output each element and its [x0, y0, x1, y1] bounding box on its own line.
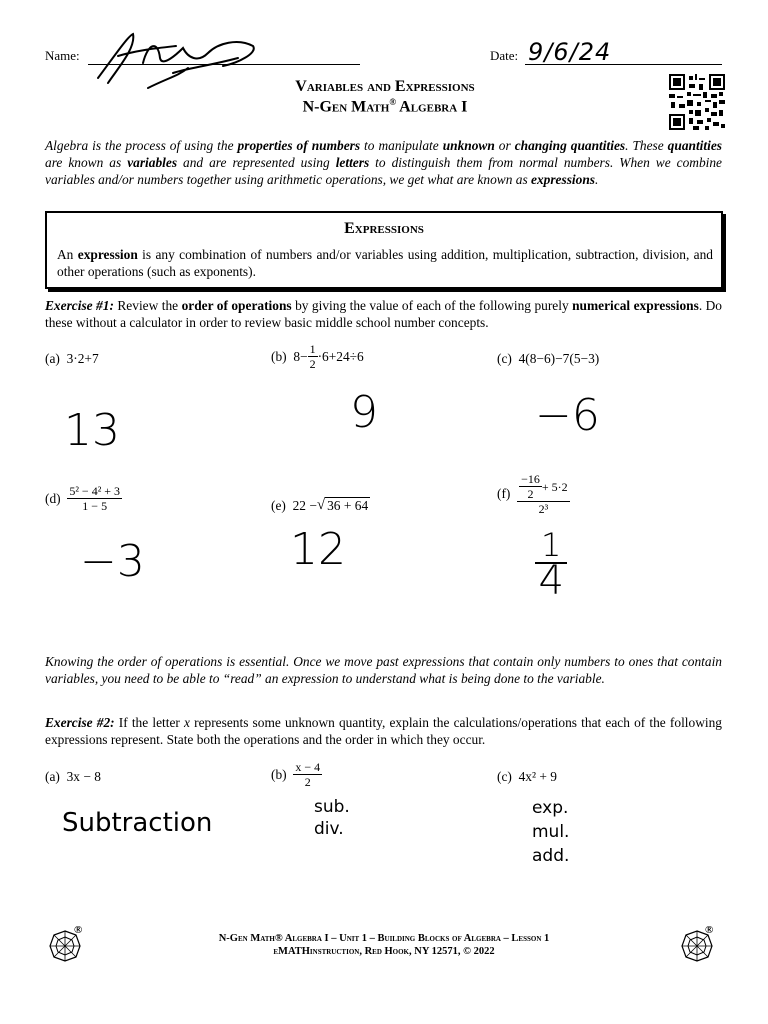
problem-2c: (c) 4x² + 9 — [497, 769, 557, 784]
footer-reg-left: ® — [74, 924, 83, 936]
problem-1f: (f) $\frac{-16}{2}$ + 5·2 2³ — [497, 472, 568, 516]
answer-2c[interactable] — [532, 796, 569, 868]
footer-line2: eMATHinstruction, Red Hook, NY 12571, © 2022 — [273, 946, 495, 957]
answer-1f-denominator: 4 — [538, 558, 564, 604]
answer-2c-line3: add. — [532, 846, 570, 866]
problem-1d: (d) $\frac{\text{5² − 4² + 3}}{1 - 5}$ — [45, 484, 121, 513]
definition-box — [45, 211, 723, 289]
answer-1b[interactable]: 9 — [350, 387, 378, 438]
answer-2b-line1: sub. — [314, 797, 350, 817]
answer-1a[interactable]: 13 — [64, 405, 120, 456]
problem-1e: (e) 22 − √ 36 + 64 — [271, 497, 369, 513]
answer-2c-line1: exp. — [532, 798, 569, 818]
answer-1c[interactable]: −6 — [535, 390, 600, 441]
answer-1e[interactable]: 12 — [290, 524, 346, 575]
problem-1c: (c) 4(8−6)−7(5−3) — [497, 351, 600, 366]
footer-text — [150, 932, 618, 958]
exercise1-prompt: Exercise #1: Review the order of operations by giving the value of each of the following purely numerical expressions. Do these without a calculator in order to review basic middle school number concepts. — [45, 298, 722, 330]
footer-line1: N-Gen Math® Algebra I – Unit 1 – Building Blocks of Algebra – Lesson 1 — [218, 933, 550, 944]
exercise2-prompt: Exercise #2: If the letter x represents some unknown quantity, explain the calculations/operations that each of the following expressions represent. State both the operations and the order in which they occur. — [45, 715, 722, 747]
definition-title: Expressions — [344, 220, 424, 237]
answer-1d[interactable]: −3 — [80, 536, 145, 587]
intro-paragraph: Algebra is the process of using the properties of numbers to manipulate unknown or changing quantities. These quantities are known as variables and are represented using letters to distinguish them from normal numbers. When we combine variables and/or numbers together using arithmetic operations, we get what are known as expressions. — [45, 138, 723, 187]
sqrt-symbol: √ — [316, 497, 326, 513]
name-label: Name: — [45, 48, 80, 63]
date-value: 9/6/24 — [528, 38, 612, 66]
footer-reg-right: ® — [705, 924, 714, 936]
answer-2b-line2: div. — [314, 819, 344, 839]
answer-2a[interactable]: Subtraction — [62, 808, 213, 838]
problem-1a: (a) 3·2+7 — [45, 351, 99, 366]
answer-2c-line2: mul. — [532, 822, 570, 842]
definition-text: An expression is any combination of numbers and/or variables using addition, multiplication, subtraction, division, and other operations (such as exponents). — [57, 247, 713, 279]
problem-2b: (b) $\frac{x - 4}{2}$ — [271, 760, 321, 789]
transition-paragraph: Knowing the order of operations is essential. Once we move past expressions that contain only numbers to ones that contain variables, you need to be able to “read” an expression to understand what is being done to the variable. — [45, 654, 722, 686]
answer-1f-numerator: 1 — [535, 528, 567, 564]
answer-1f[interactable] — [535, 526, 567, 604]
problem-1b: (b) 8− $\frac{1}{2}$ ·6+24÷6 — [271, 342, 364, 371]
qr-code-icon[interactable] — [669, 74, 725, 130]
page-subtitle: N-Gen Math® Algebra I — [302, 97, 468, 116]
date-label: Date: — [490, 48, 519, 63]
page-title: Variables and Expressions — [295, 78, 475, 95]
problem-2a: (a) 3x − 8 — [45, 769, 101, 784]
answer-2b[interactable] — [314, 796, 350, 840]
